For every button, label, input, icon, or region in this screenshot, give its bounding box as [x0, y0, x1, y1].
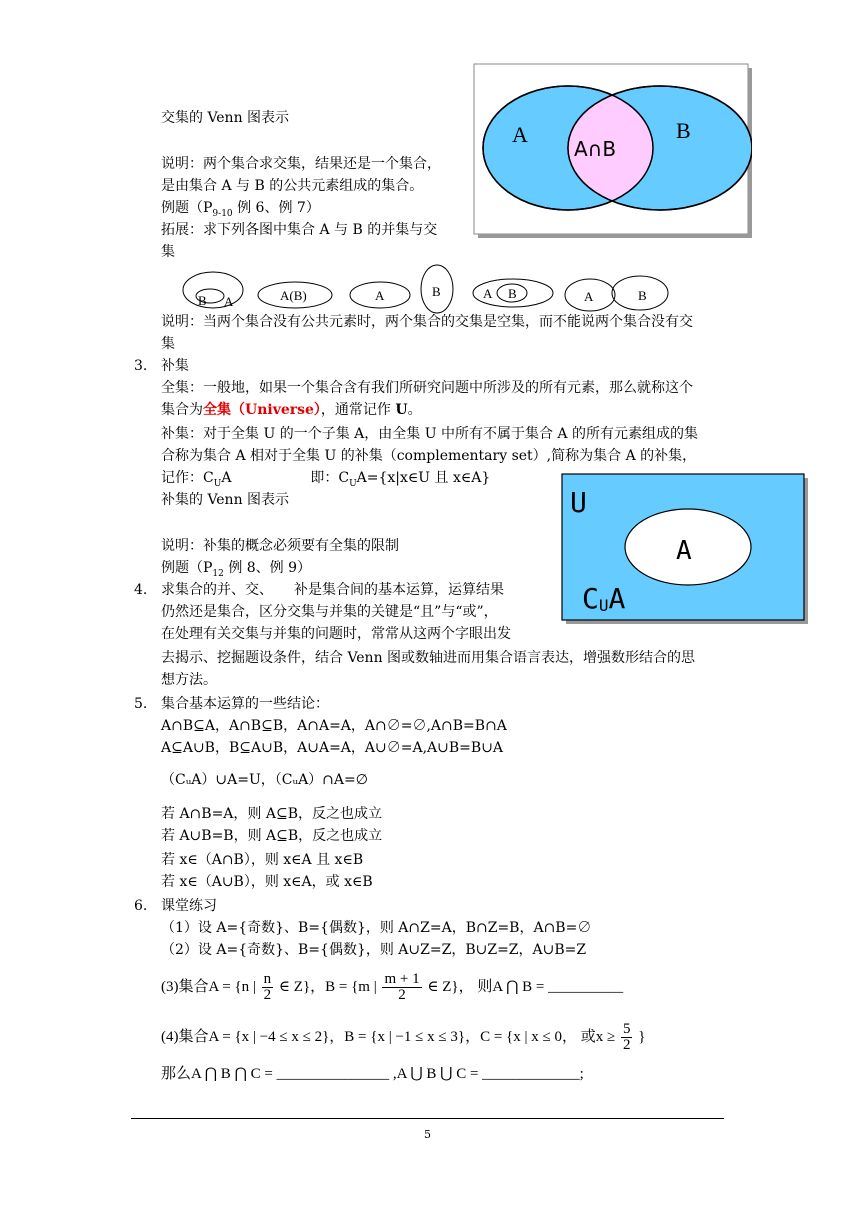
label-complement: CUA [582, 582, 626, 615]
intersection-note-3: 说明：当两个集合没有公共元素时，两个集合的交集是空集，而不能说两个集合没有交 [161, 314, 693, 330]
intersection-extend-1: 拓展：求下列各图中集合 A 与 B 的并集与交 [161, 222, 438, 238]
sec3-note: 说明：补集的概念必须要有全集的限制 [161, 538, 399, 554]
label-a-cap-b: A∩B [574, 137, 617, 161]
label-a: A [676, 536, 692, 566]
d3-label-b: B [432, 284, 441, 299]
sec6-title: 课堂练习 [161, 898, 217, 914]
footer-rule [131, 1118, 724, 1119]
sec5-rule-1: A∩B⊆A，A∩B⊆B，A∩A=A，A∩∅=∅,A∩B=B∩A [161, 718, 507, 734]
sec6-problem-3: (3)集合A = {n | $\frac{n}{2}$ ∈ Z}，B = {m | $\frac{m + 1}{2}$ ∈ Z}， 则A ⋂ B = __________ [161, 971, 624, 1004]
d3-label-a: A [375, 288, 385, 303]
intersection-note-1: 说明：两个集合求交集，结果还是一个集合， [161, 156, 441, 172]
intersection-extend-2: 集 [161, 244, 175, 260]
sec5-rule-6: 若 x∈（A∩B），则 x∈A 且 x∈B [161, 852, 364, 868]
sec5-rule-2: A⊆A∪B，B⊆A∪B，A∪A=A，A∪∅=A,A∪B=B∪A [161, 740, 504, 756]
intersection-venn-diagram [470, 60, 752, 238]
sec3-venn-title: 补集的 Venn 图表示 [161, 492, 290, 508]
sec3-universal-1: 全集：一般地，如果一个集合含有我们所研究问题中所涉及的所有元素，那么就称这个 [161, 380, 693, 396]
sec3-complement-2: 合称为集合 A 相对于全集 U 的补集（complementary set）,简称为集合 A 的补集， [161, 448, 697, 464]
d2-label: A(B) [280, 288, 307, 303]
d4-label-b: B [508, 286, 517, 301]
d4-label-a: A [483, 286, 493, 301]
intersection-note-4: 集 [161, 336, 175, 352]
complement-venn-diagram [560, 472, 808, 624]
label-u: U [570, 486, 587, 519]
intersection-example: 例题（$P_{9-10}$ 例 6、例 7） [161, 200, 320, 219]
label-a: A [512, 122, 528, 147]
d5-label-b: B [638, 288, 647, 303]
sec5-title: 集合基本运算的一些结论： [161, 696, 329, 712]
intersection-note-2: 是由集合 A 与 B 的公共元素组成的集合。 [161, 178, 424, 194]
sec4-line-2: 仍然还是集合，区分交集与并集的关键是“且”与“或”， [161, 604, 498, 620]
sec5-rule-7: 若 x∈（A∪B），则 x∈A，或 x∈B [161, 874, 373, 890]
d5-label-a: A [584, 289, 594, 304]
sec3-complement-1: 补集：对于全集 U 的一个子集 A，由全集 U 中所有不属于集合 A 的所有元素组成的集 [161, 426, 698, 442]
sec5-rule-3: （CᵤA）∪A=U，（CᵤA）∩A=∅ [161, 772, 368, 788]
sec4-line-1: 求集合的并、交、 补是集合间的基本运算，运算结果 [161, 582, 504, 598]
sec6-number: 6. [134, 898, 148, 914]
sec3-universal-2: 集合为全集（Universe），通常记作 U。 [161, 402, 422, 418]
d1-label-a: A [224, 294, 234, 309]
sec5-number: 5. [134, 696, 148, 712]
sec3-notation: 记作：$C_UA$ 即：$C_UA=\{x|x\in U$ 且 x∈A} [161, 470, 491, 489]
sec6-problem-4: (4)集合A = {x | −4 ≤ x ≤ 2}，B = {x | −1 ≤ x ≤ 3}，C = {x | x ≤ 0， 或x ≥ $\frac{5}{2}$ } [161, 1021, 646, 1054]
sec3-number: 3. [134, 358, 148, 374]
page-number: 5 [424, 1128, 431, 1141]
sec6-problem-2: （2）设 A={奇数}、B={偶数}，则 A∪Z=Z，B∪Z=Z，A∪B=Z [161, 942, 587, 958]
sec3-example: 例题（$P_{12}$ 例 8、例 9） [161, 560, 312, 579]
sec6-problem-5: 那么A ⋂ B ⋂ C = _______________ ,A ⋃ B ⋃ C = _____________; [161, 1066, 584, 1082]
sec4-line-5: 想方法。 [161, 672, 217, 688]
sec4-line-3: 在处理有关交集与并集的问题时，常常从这两个字眼出发 [161, 626, 511, 642]
sec5-rule-5: 若 A∪B=B，则 A⊆B，反之也成立 [161, 828, 383, 844]
label-b: B [676, 118, 691, 143]
intersection-venn-title: 交集的 Venn 图表示 [161, 110, 290, 126]
d1-label-b: B [198, 293, 207, 308]
sec3-title: 补集 [161, 358, 189, 374]
sec6-problem-1: （1）设 A={奇数}、B={偶数}，则 A∩Z=A，B∩Z=B，A∩B=∅ [161, 920, 592, 936]
sec5-rule-4: 若 A∩B=A，则 A⊆B，反之也成立 [161, 806, 382, 822]
sec4-line-4: 去揭示、挖掘题设条件，结合 Venn 图或数轴进而用集合语言表达，增强数形结合的思 [161, 650, 696, 666]
small-diagrams-row [180, 264, 680, 318]
sec4-number: 4. [134, 582, 148, 598]
